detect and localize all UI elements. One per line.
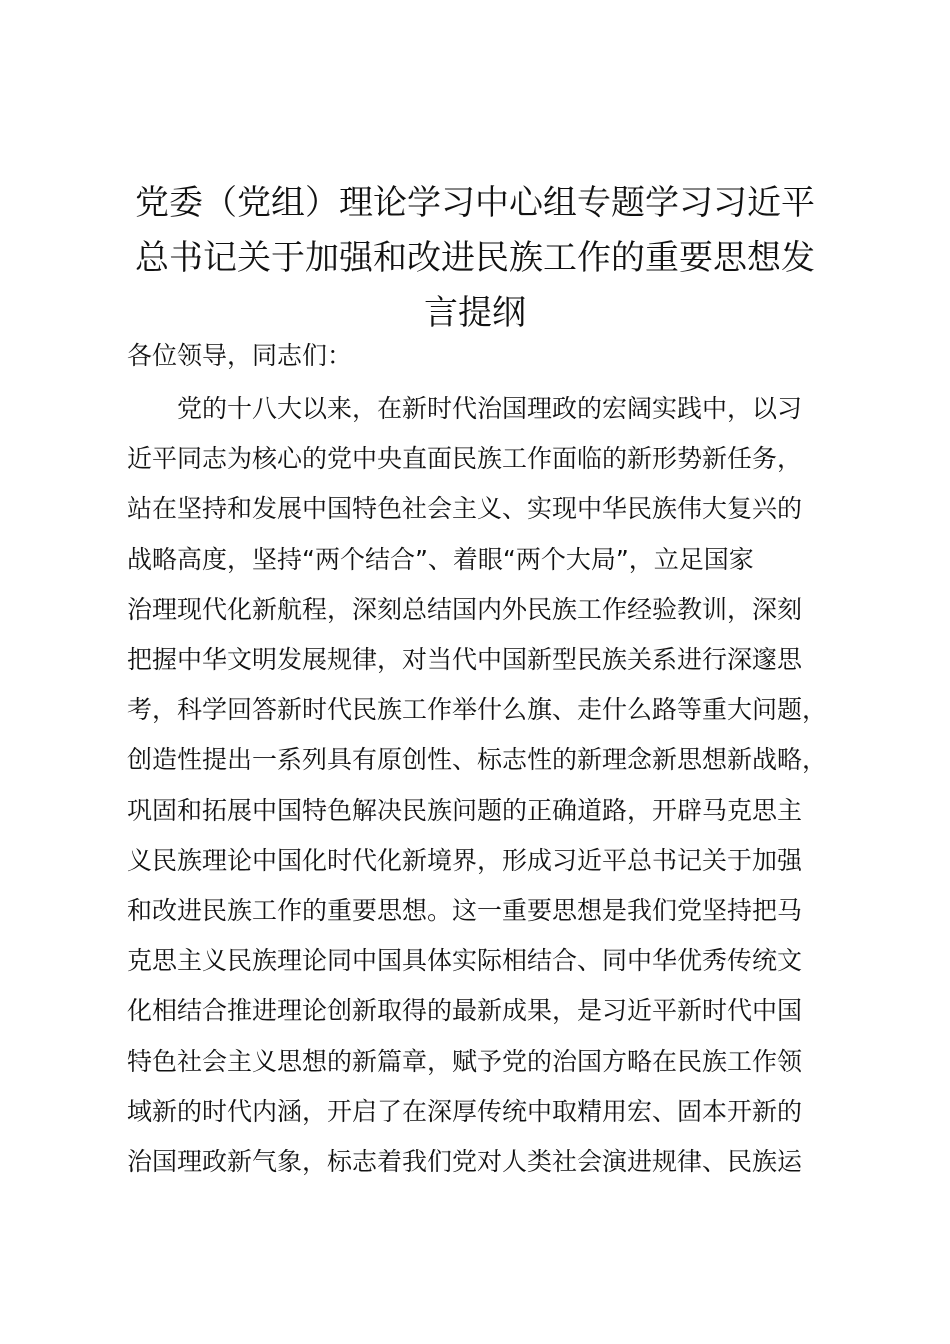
paragraph-line-4: 战略高度，坚持“两个结合”、着眼“两个大局”，立足国家 <box>127 544 754 574</box>
document-title <box>100 176 850 341</box>
paragraph-line-1: 党的十八大以来，在新时代治国理政的宏阔实践中，以习 <box>177 394 803 423</box>
title-line-1: 党委（党组）理论学习中心组专题学习习近平 <box>135 183 815 223</box>
title-line-3: 言提纲 <box>424 293 526 333</box>
paragraph-line-14: 特色社会主义思想的新篇章，赋予党的治国方略在民族工作领 <box>127 1046 803 1076</box>
paragraph-line-6: 把握中华文明发展规律，对当代中国新型民族关系进行深邃思 <box>127 645 803 675</box>
greeting: 各位领导，同志们： <box>127 341 353 370</box>
paragraph-line-9: 巩固和拓展中国特色解决民族问题的正确道路，开辟马克思主 <box>127 795 803 825</box>
paragraph-line-3: 站在坚持和发展中国特色社会主义、实现中华民族伟大复兴的 <box>127 494 803 524</box>
paragraph-line-15: 域新的时代内涵，开启了在深厚传统中取精用宏、固本开新的 <box>127 1096 803 1126</box>
paragraph-line-5: 治理现代化新航程，深刻总结国内外民族工作经验教训，深刻 <box>127 594 803 624</box>
paragraph-line-7: 考，科学回答新时代民族工作举什么旗、走什么路等重大问题， <box>127 695 828 725</box>
paragraph-line-8: 创造性提出一系列具有原创性、标志性的新理念新思想新战略， <box>127 745 828 775</box>
title-line-2: 总书记关于加强和改进民族工作的重要思想发 <box>135 238 815 278</box>
paragraph-line-16: 治国理政新气象，标志着我们党对人类社会演进规律、民族运 <box>127 1147 803 1177</box>
paragraph-line-13: 化相结合推进理论创新取得的最新成果，是习近平新时代中国 <box>127 996 803 1026</box>
paragraph-line-2: 近平同志为核心的党中央直面民族工作面临的新形势新任务， <box>127 444 803 474</box>
paragraph-line-10: 义民族理论中国化时代化新境界，形成习近平总书记关于加强 <box>127 845 803 875</box>
body-paragraph <box>127 384 862 1187</box>
paragraph-line-11: 和改进民族工作的重要思想。这一重要思想是我们党坚持把马 <box>127 896 803 926</box>
paragraph-line-12: 克思主义民族理论同中国具体实际相结合、同中华优秀传统文 <box>127 946 803 976</box>
